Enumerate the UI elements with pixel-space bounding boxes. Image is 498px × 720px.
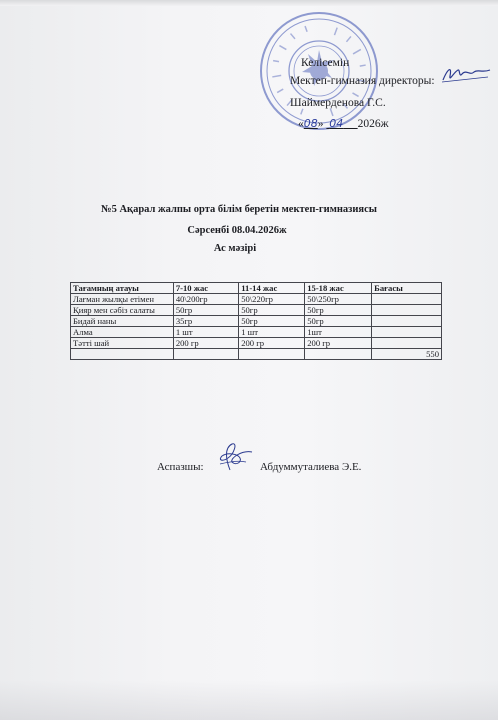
cell-dish: Лағман жылқы етімен	[71, 294, 174, 305]
date-day: 08	[303, 117, 318, 130]
cell-portion: 50\220гр	[239, 294, 305, 305]
cell-portion: 200 гр	[173, 338, 238, 349]
header-age-15-18: 15-18 жас	[305, 283, 372, 294]
cell-dish: Тәтті шай	[71, 338, 174, 349]
date-month: 04	[329, 117, 344, 130]
page-edge-shadow	[0, 0, 498, 6]
header-age-11-14: 11-14 жас	[239, 283, 305, 294]
director-title: Мектеп-гимназия директоры:	[290, 75, 435, 87]
cell-portion: 50гр	[305, 316, 372, 327]
table-header-row	[71, 283, 442, 294]
cell-portion: 200 гр	[305, 338, 372, 349]
day-date-line: Сәрсенбі 08.04.2026ж	[187, 225, 287, 236]
cell-price	[372, 305, 442, 316]
cell-dish: Қияр мен сәбіз салаты	[71, 305, 174, 316]
date-year: 2026ж	[357, 118, 389, 130]
cook-signature	[212, 440, 256, 474]
cell-portion: 50гр	[173, 305, 238, 316]
cell-dish: Алма	[71, 327, 174, 338]
cell-dish: Бидай наны	[71, 316, 174, 327]
cell-price	[372, 316, 442, 327]
date-open-quote: «	[298, 118, 304, 130]
cell-portion: 1 шт	[173, 327, 238, 338]
cell-price	[372, 338, 442, 349]
approval-date	[298, 117, 389, 130]
cell-portion: 50гр	[239, 305, 305, 316]
table-row	[71, 338, 442, 349]
cell-total-price: 550	[372, 349, 442, 360]
cell-portion: 1шт	[305, 327, 372, 338]
table-total-row	[71, 349, 442, 360]
cell-portion: 40\200гр	[173, 294, 238, 305]
cook-label: Аспазшы:	[157, 461, 204, 473]
date-close-quote: »	[317, 118, 324, 130]
approval-heading: Келісемін	[301, 57, 350, 69]
cell-portion: 200 гр	[239, 338, 305, 349]
table-row	[71, 316, 442, 327]
director-name: Шаймерденова Г.С.	[290, 97, 386, 109]
cell-portion: 1 шт	[239, 327, 305, 338]
cell-empty	[71, 349, 174, 360]
menu-title: Ас мәзірі	[213, 243, 257, 254]
table-row	[71, 294, 442, 305]
cell-portion: 50гр	[305, 305, 372, 316]
cell-portion: 50гр	[239, 316, 305, 327]
page-bottom-shadow	[0, 680, 498, 720]
table-row	[71, 327, 442, 338]
cell-empty	[305, 349, 372, 360]
school-stamp	[258, 10, 380, 132]
menu-table	[70, 282, 442, 360]
cell-price	[372, 327, 442, 338]
cell-portion: 50\250гр	[305, 294, 372, 305]
cell-empty	[173, 349, 238, 360]
director-signature	[440, 64, 492, 86]
cell-portion: 35гр	[173, 316, 238, 327]
cook-name: Абдуммуталиева Э.Е.	[260, 461, 362, 473]
header-price: Бағасы	[372, 283, 442, 294]
cell-empty	[239, 349, 305, 360]
table-row	[71, 305, 442, 316]
cell-price	[372, 294, 442, 305]
school-title: №5 Ақарал жалпы орта білім беретін мектеп-гимназиясы	[101, 204, 377, 215]
header-dish: Тағамның атауы	[71, 283, 174, 294]
header-age-7-10: 7-10 жас	[173, 283, 238, 294]
